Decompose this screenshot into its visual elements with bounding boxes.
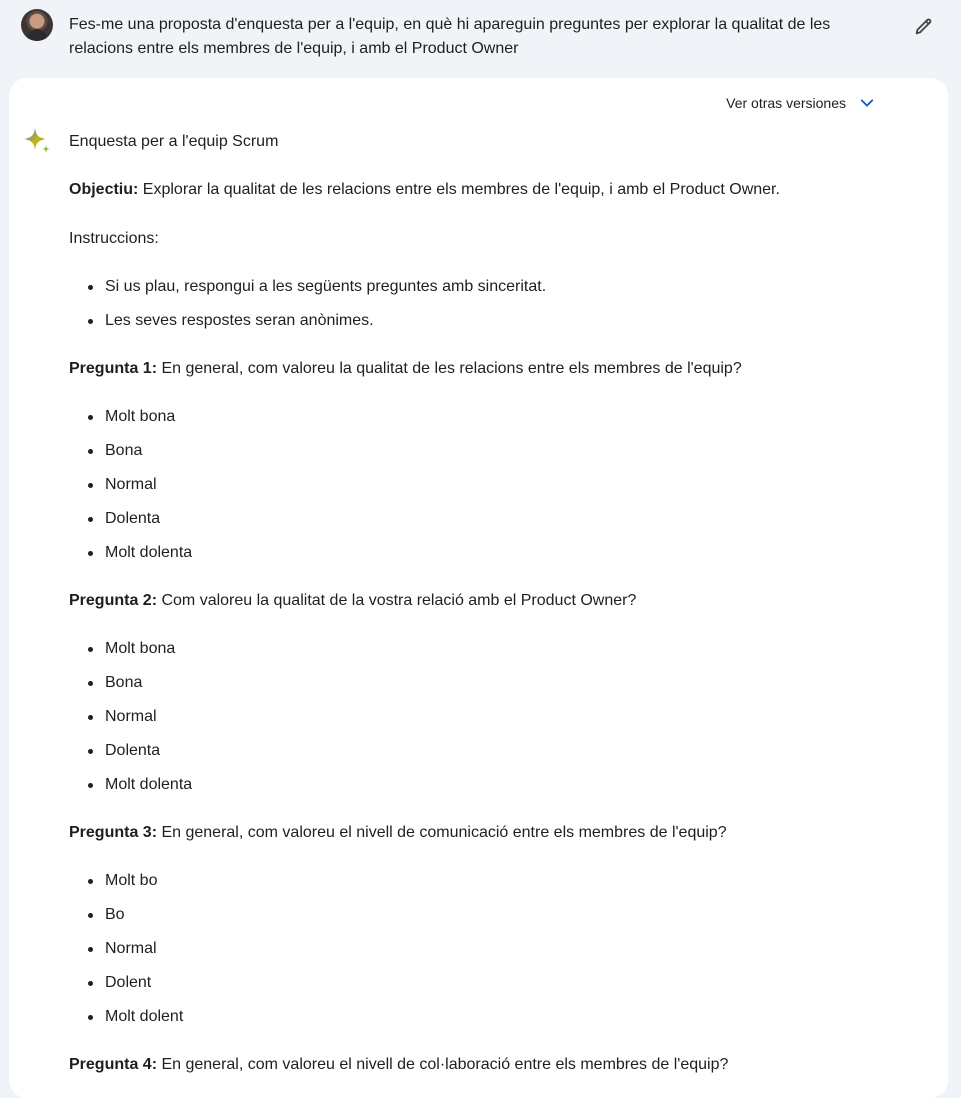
list-item: Molt bona xyxy=(69,405,909,439)
list-item: Normal xyxy=(69,937,909,971)
objective xyxy=(69,178,909,202)
list-item: Dolent xyxy=(69,971,909,1005)
question-label: Pregunta 1: xyxy=(69,360,158,377)
edit-prompt-button[interactable] xyxy=(910,12,938,40)
question-1-options xyxy=(69,405,909,575)
response-card xyxy=(9,78,948,1098)
objective-label: Objectiu: xyxy=(69,181,139,198)
sparkle-icon xyxy=(22,127,52,157)
user-avatar[interactable] xyxy=(21,9,53,41)
question-text: En general, com valoreu la qualitat de les relacions entre els membres de l'equip? xyxy=(157,360,742,377)
list-item: Les seves respostes seran anònimes. xyxy=(69,309,909,343)
list-item: Bo xyxy=(69,903,909,937)
instructions-list xyxy=(69,275,909,343)
list-item: Molt dolenta xyxy=(69,773,909,807)
list-item: Bona xyxy=(69,671,909,705)
chevron-down-icon xyxy=(858,94,876,112)
list-item: Dolenta xyxy=(69,739,909,773)
question-label: Pregunta 4: xyxy=(69,1056,158,1073)
question-3 xyxy=(69,821,909,845)
question-3-options xyxy=(69,869,909,1039)
prompt-text: Fes-me una proposta d'enquesta per a l'equip, en què hi apareguin preguntes per explorar la qualitat de les relacions entre els membres de l'equip, i amb el Product Owner xyxy=(69,16,831,57)
instructions-heading xyxy=(69,227,909,251)
question-label: Pregunta 3: xyxy=(69,824,158,841)
list-item: Molt dolent xyxy=(69,1005,909,1039)
list-item: Molt dolenta xyxy=(69,541,909,575)
question-text: En general, com valoreu el nivell de col·laboració entre els membres de l'equip? xyxy=(157,1056,729,1073)
list-item: Molt bona xyxy=(69,637,909,671)
question-2 xyxy=(69,589,909,613)
question-4 xyxy=(69,1053,909,1077)
user-prompt xyxy=(0,0,961,78)
question-1 xyxy=(69,357,909,381)
objective-text: Explorar la qualitat de les relacions entre els membres de l'equip, i amb el Product Owner. xyxy=(138,181,780,198)
list-item: Si us plau, respongui a les següents preguntes amb sinceritat. xyxy=(69,275,909,309)
question-label: Pregunta 2: xyxy=(69,592,158,609)
list-item: Molt bo xyxy=(69,869,909,903)
instructions-label: Instruccions: xyxy=(69,230,159,247)
question-text: Com valoreu la qualitat de la vostra relació amb el Product Owner? xyxy=(157,592,637,609)
versions-label: Ver otras versiones xyxy=(726,95,846,111)
response-content xyxy=(69,130,909,1077)
view-other-versions-button[interactable] xyxy=(726,92,876,114)
list-item: Dolenta xyxy=(69,507,909,541)
pencil-icon xyxy=(913,15,935,37)
survey-title: Enquesta per a l'equip Scrum xyxy=(69,133,279,150)
list-item: Normal xyxy=(69,473,909,507)
question-2-options xyxy=(69,637,909,807)
list-item: Bona xyxy=(69,439,909,473)
list-item: Normal xyxy=(69,705,909,739)
question-text: En general, com valoreu el nivell de comunicació entre els membres de l'equip? xyxy=(157,824,727,841)
